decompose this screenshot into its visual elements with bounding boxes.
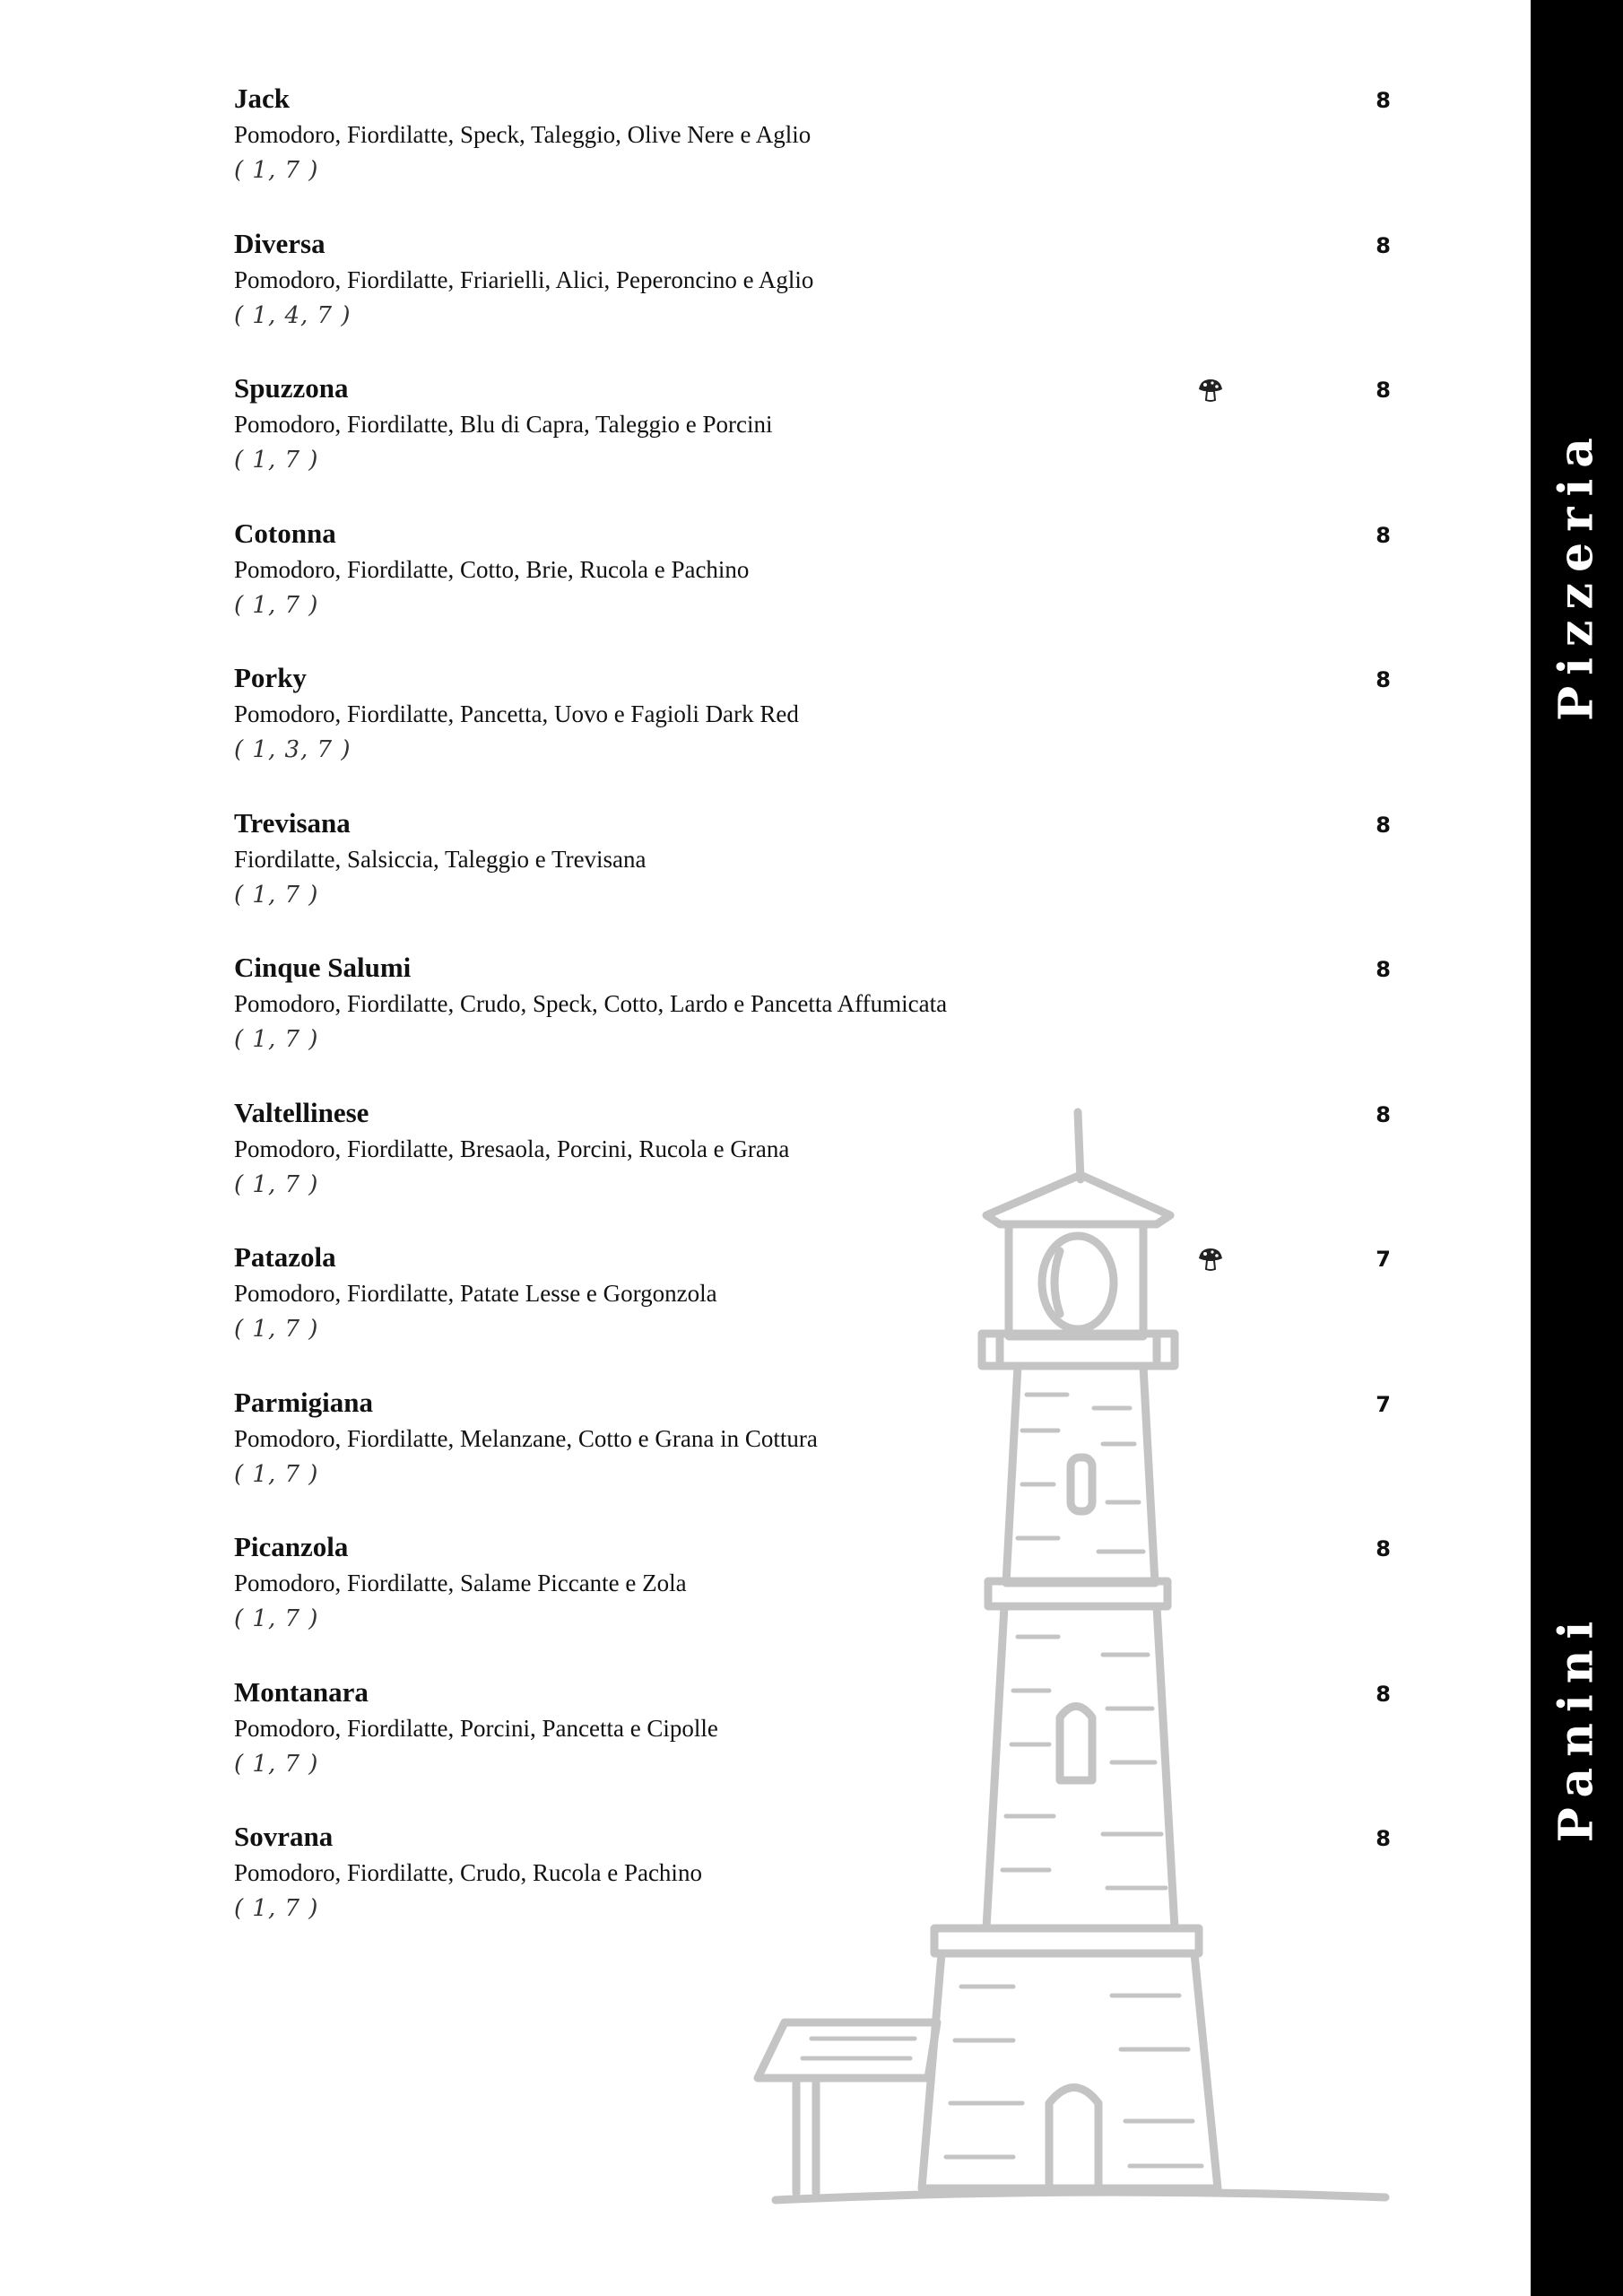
menu-item-description: Pomodoro, Fiordilatte, Blu di Capra, Taleggio e Porcini — [234, 411, 773, 438]
menu-item-name: Cinque Salumi — [234, 952, 412, 983]
menu-item-name: Picanzola — [234, 1531, 349, 1562]
menu-item-description: Pomodoro, Fiordilatte, Crudo, Rucola e Pachino — [234, 1859, 702, 1886]
menu-item-allergens: ( 1, 7 ) — [234, 157, 319, 184]
menu-item-allergens: ( 1, 4, 7 ) — [234, 301, 352, 329]
menu-item-description: Pomodoro, Fiordilatte, Cotto, Brie, Rucola e Pachino — [234, 555, 750, 583]
menu-item — [234, 1383, 1391, 1528]
mushroom-icon — [1197, 1247, 1224, 1272]
menu-item-allergens: ( 1, 7 ) — [234, 1895, 319, 1922]
menu-item-description: Pomodoro, Fiordilatte, Porcini, Pancetta e Cipolle — [234, 1714, 718, 1742]
menu-item-price: 8 — [1376, 957, 1391, 982]
menu-item-price: 7 — [1376, 1391, 1391, 1417]
menu-item — [234, 224, 1391, 370]
menu-item-name: Jack — [234, 83, 290, 114]
menu-item-allergens: ( 1, 7 ) — [234, 1605, 319, 1632]
menu-item-allergens: ( 1, 7 ) — [234, 447, 319, 474]
menu-item — [234, 1238, 1391, 1383]
menu-item-description: Pomodoro, Fiordilatte, Crudo, Speck, Cotto, Lardo e Pancetta Affumicata — [234, 990, 948, 1017]
menu-item-name: Sovrana — [234, 1821, 334, 1852]
menu-item-description: Pomodoro, Fiordilatte, Pancetta, Uovo e Fagioli Dark Red — [234, 700, 799, 727]
menu-item-allergens: ( 1, 3, 7 ) — [234, 736, 352, 763]
menu-item-price: 8 — [1376, 88, 1391, 113]
menu-item-allergens: ( 1, 7 ) — [234, 1750, 319, 1778]
menu-item — [234, 79, 1391, 224]
menu-item — [234, 514, 1391, 659]
menu-item-price: 8 — [1376, 1681, 1391, 1707]
menu-item-allergens: ( 1, 7 ) — [234, 1316, 319, 1343]
menu-item-name: Valtellinese — [234, 1096, 369, 1128]
menu-item — [234, 1817, 1391, 1962]
menu-item-description: Pomodoro, Fiordilatte, Bresaola, Porcini, Rucola e Grana — [234, 1135, 790, 1162]
sidebar-label-pizzeria[interactable]: Pizzeria — [1549, 427, 1604, 721]
menu-item-allergens: ( 1, 7 ) — [234, 591, 319, 619]
menu-item-description: Pomodoro, Fiordilatte, Speck, Taleggio, Olive Nere e Aglio — [234, 121, 812, 148]
menu-item-name: Montanara — [234, 1675, 369, 1708]
menu-item-price: 8 — [1376, 812, 1391, 838]
menu-item-description: Pomodoro, Fiordilatte, Melanzane, Cotto e Grana in Cottura — [234, 1424, 818, 1452]
menu-item-price: 7 — [1376, 1247, 1391, 1272]
menu-item-name: Spuzzona — [234, 372, 349, 404]
menu-item-price: 8 — [1376, 1826, 1391, 1851]
menu-item-description: Pomodoro, Fiordilatte, Friarielli, Alici, Peperoncino e Aglio — [234, 265, 814, 293]
menu-item-allergens: ( 1, 7 ) — [234, 1026, 319, 1053]
menu-item-description: Pomodoro, Fiordilatte, Patate Lesse e Gorgonzola — [234, 1280, 717, 1307]
menu-item-description: Pomodoro, Fiordilatte, Salame Piccante e Zola — [234, 1570, 687, 1596]
menu-item-name: Diversa — [234, 227, 325, 259]
menu-item-price: 8 — [1376, 378, 1391, 403]
section-sidebar — [1531, 0, 1623, 2296]
menu-item-allergens: ( 1, 7 ) — [234, 1460, 319, 1488]
menu-item-price: 8 — [1376, 232, 1391, 258]
menu-item-price: 8 — [1376, 1101, 1391, 1127]
menu-item — [234, 1673, 1391, 1818]
menu-item-allergens: ( 1, 7 ) — [234, 881, 319, 909]
menu-item-description: Fiordilatte, Salsiccia, Taleggio e Trevisana — [234, 845, 647, 873]
menu-item-name: Porky — [234, 662, 307, 693]
sidebar-label-panini[interactable]: Panini — [1549, 1610, 1604, 1843]
menu-item — [234, 658, 1391, 804]
menu-item — [234, 369, 1391, 514]
menu-item — [234, 1093, 1391, 1239]
menu-item-price: 8 — [1376, 522, 1391, 548]
menu-item-name: Patazola — [234, 1241, 336, 1273]
menu-item — [234, 948, 1391, 1093]
menu-item-price: 8 — [1376, 667, 1391, 692]
menu-item-name: Trevisana — [234, 806, 351, 839]
menu-item-allergens: ( 1, 7 ) — [234, 1170, 319, 1198]
menu-item — [234, 804, 1391, 949]
menu-item — [234, 1527, 1391, 1673]
menu-item-price: 8 — [1376, 1536, 1391, 1561]
mushroom-icon — [1197, 378, 1224, 403]
pizza-menu-list — [234, 79, 1391, 1962]
menu-item-name: Parmigiana — [234, 1386, 373, 1418]
menu-item-name: Cotonna — [234, 517, 336, 549]
